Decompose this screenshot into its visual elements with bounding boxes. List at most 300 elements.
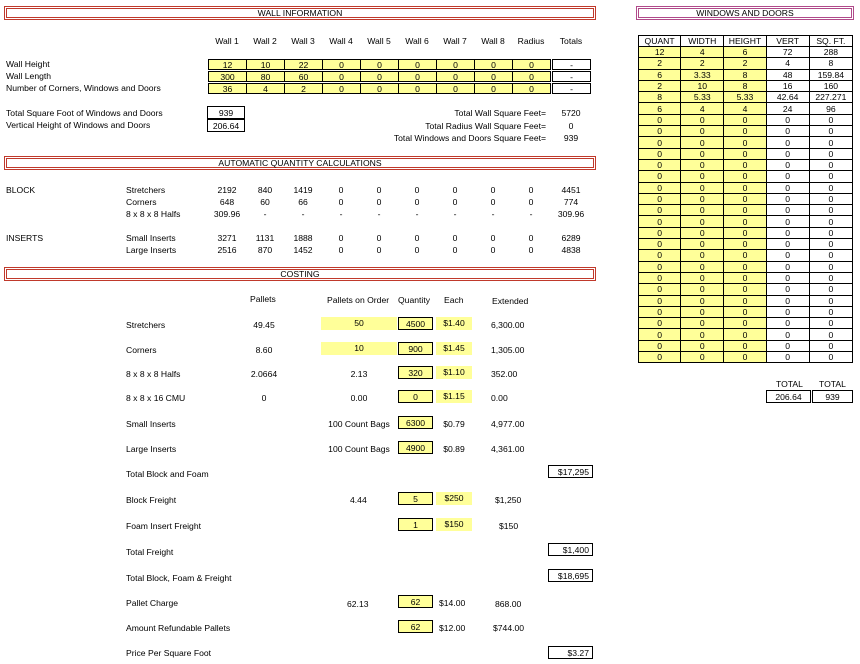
costing-extended: 4,977.00 (491, 419, 525, 429)
wd-cell[interactable]: 12 (639, 47, 681, 58)
wd-row (639, 148, 853, 159)
wall-total-value: 5720 (561, 108, 581, 118)
wall-input-cell[interactable]: 60 (284, 71, 323, 82)
wd-cell: 0 (766, 272, 809, 283)
wd-cell[interactable]: 3.33 (681, 69, 724, 80)
wd-cell[interactable]: 0 (681, 250, 724, 261)
wd-cell[interactable]: 0 (639, 148, 681, 159)
foam-freight-ext: $150 (499, 521, 519, 531)
costing-quantity[interactable]: 4500 (398, 317, 433, 330)
wd-cell[interactable]: 0 (639, 193, 681, 204)
wd-cell[interactable]: 0 (724, 340, 766, 351)
wd-cell[interactable]: 0 (681, 193, 724, 204)
wd-cell: 0 (809, 216, 852, 227)
costing-each: $0.89 (443, 444, 465, 454)
auto-value-cell: 0 (452, 185, 458, 195)
auto-value-cell: - (453, 209, 457, 219)
costing-banner (4, 267, 596, 281)
auto-value-cell: 0 (528, 245, 534, 255)
wd-cell[interactable]: 0 (639, 205, 681, 216)
wall-input-cell[interactable]: 0 (512, 83, 551, 94)
wd-cell[interactable]: 0 (724, 205, 766, 216)
wd-cell[interactable]: 0 (639, 329, 681, 340)
auto-value-cell: 0 (528, 185, 534, 195)
wd-row (639, 261, 853, 272)
wall-input-cell[interactable]: 0 (360, 83, 399, 94)
wd-cell[interactable]: 0 (639, 250, 681, 261)
wd-column-header: WIDTH (681, 36, 724, 47)
wd-row (639, 103, 853, 114)
wd-cell[interactable]: 10 (681, 80, 724, 91)
wall-column-header: Wall 3 (291, 36, 315, 46)
wall-input-cell[interactable]: 0 (398, 83, 437, 94)
wd-cell[interactable]: 0 (639, 306, 681, 317)
wall-input-cell[interactable]: 0 (512, 71, 551, 82)
auto-value-cell: 2516 (217, 245, 237, 255)
costing-header-pallets: Pallets (250, 294, 276, 304)
wall-input-cell[interactable]: 0 (436, 59, 475, 70)
wall-input-cell[interactable]: 80 (246, 71, 285, 82)
foam-freight-qty[interactable]: 1 (398, 518, 433, 531)
costing-header-on-order: Pallets on Order (327, 295, 390, 305)
auto-group-label: BLOCK (6, 185, 36, 195)
costing-each[interactable]: $1.15 (436, 390, 472, 403)
wall-input-cell[interactable]: 0 (512, 59, 551, 70)
wd-cell[interactable]: 0 (681, 114, 724, 125)
wd-row (639, 329, 853, 340)
auto-row-label: 8 x 8 x 8 Halfs (126, 209, 181, 219)
wd-cell: 0 (766, 148, 809, 159)
wd-cell: 96 (809, 103, 852, 114)
wall-input-cell[interactable]: 36 (208, 83, 247, 94)
wd-cell[interactable]: 0 (639, 227, 681, 238)
auto-value-cell: 1131 (255, 233, 275, 243)
wd-cell[interactable]: 4 (681, 103, 724, 114)
wall-column-header: Wall 1 (215, 36, 239, 46)
auto-value-cell: 0 (490, 245, 496, 255)
wd-cell[interactable]: 0 (724, 329, 766, 340)
wd-cell[interactable]: 0 (724, 272, 766, 283)
costing-on-order: 2.13 (350, 369, 368, 379)
wall-total-cell: - (552, 71, 591, 82)
wd-cell: 0 (766, 352, 809, 363)
wall-column-header: Wall 5 (367, 36, 391, 46)
auto-value-cell: 0 (376, 233, 382, 243)
auto-value-cell: 0 (490, 185, 496, 195)
wall-input-cell[interactable]: 0 (322, 59, 361, 70)
wall-input-cell[interactable]: 0 (398, 71, 437, 82)
wd-cell[interactable]: 2 (639, 58, 681, 69)
wd-cell[interactable]: 0 (724, 216, 766, 227)
windows-doors-banner (636, 6, 854, 20)
wall-row-label: Wall Length (6, 71, 52, 81)
wd-cell: 0 (809, 126, 852, 137)
wd-row (639, 171, 853, 182)
wd-cell[interactable]: 8 (724, 80, 766, 91)
costing-row-label: Corners (126, 345, 157, 355)
wd-cell[interactable]: 0 (639, 352, 681, 363)
block-freight-ext: $1,250 (495, 495, 522, 505)
auto-value-cell: 0 (338, 197, 344, 207)
costing-extended: 0.00 (491, 393, 508, 403)
wd-cell: 0 (809, 272, 852, 283)
refund-label: Amount Refundable Pallets (126, 623, 231, 633)
costing-header-quantity: Quantity (398, 295, 431, 305)
sqft-label: Total Square Foot of Windows and Doors (6, 108, 163, 118)
wall-input-cell[interactable]: 2 (284, 83, 323, 94)
wd-cell[interactable]: 0 (639, 159, 681, 170)
wd-cell[interactable]: 0 (724, 295, 766, 306)
wall-total-cell: - (552, 59, 591, 70)
wd-cell[interactable]: 4 (724, 103, 766, 114)
wd-cell[interactable]: 0 (724, 126, 766, 137)
wall-input-cell[interactable]: 10 (246, 59, 285, 70)
auto-calc-banner (4, 156, 596, 170)
costing-pallets: 8.60 (255, 345, 273, 355)
auto-value-cell: 60 (260, 197, 270, 207)
wd-cell[interactable]: 2 (724, 58, 766, 69)
wall-total-cell: - (552, 83, 591, 94)
wd-cell: 0 (766, 182, 809, 193)
wd-cell[interactable]: 0 (681, 239, 724, 250)
costing-quantity[interactable]: 0 (398, 390, 433, 403)
wd-cell[interactable]: 2 (681, 58, 724, 69)
wd-cell[interactable]: 0 (681, 295, 724, 306)
wd-cell: 0 (766, 205, 809, 216)
wd-row (639, 137, 853, 148)
pallet-charge-qty[interactable]: 62 (398, 595, 433, 608)
wd-row (639, 159, 853, 170)
wd-cell[interactable]: 0 (681, 148, 724, 159)
wd-cell[interactable]: 6 (639, 69, 681, 80)
wd-row (639, 284, 853, 295)
wd-row (639, 352, 853, 363)
wd-cell[interactable]: 8 (639, 92, 681, 103)
wd-cell: 0 (809, 182, 852, 193)
auto-value-cell: - (339, 209, 343, 219)
wd-cell[interactable]: 2 (639, 80, 681, 91)
wall-input-cell[interactable]: 4 (246, 83, 285, 94)
wd-cell[interactable]: 0 (724, 227, 766, 238)
wd-cell: 0 (766, 137, 809, 148)
wd-cell[interactable]: 0 (724, 306, 766, 317)
wd-cell[interactable]: 0 (639, 171, 681, 182)
wall-input-cell[interactable]: 0 (474, 71, 513, 82)
costing-row-label: 8 x 8 x 8 Halfs (126, 369, 181, 379)
wall-input-cell[interactable]: 22 (284, 59, 323, 70)
auto-value-cell: - (415, 209, 419, 219)
costing-each[interactable]: $1.40 (436, 317, 472, 330)
wd-cell[interactable]: 0 (639, 114, 681, 125)
auto-total-cell: 309.96 (557, 209, 585, 219)
wd-cell: 0 (766, 126, 809, 137)
wd-cell: 0 (766, 159, 809, 170)
wd-cell: 0 (766, 329, 809, 340)
wd-cell[interactable]: 0 (681, 329, 724, 340)
wd-cell: 0 (766, 171, 809, 182)
costing-row-label: Stretchers (126, 320, 166, 330)
costing-pallets: 49.45 (253, 320, 275, 330)
wd-row (639, 272, 853, 283)
wd-row (639, 295, 853, 306)
wd-cell[interactable]: 0 (639, 272, 681, 283)
wall-column-header: Wall 7 (443, 36, 467, 46)
auto-value-cell: 1452 (293, 245, 313, 255)
wd-cell: 0 (766, 227, 809, 238)
costing-extended: 4,361.00 (491, 444, 525, 454)
wd-cell: 0 (809, 159, 852, 170)
costing-extended: 352.00 (491, 369, 518, 379)
costing-pallets: 2.0664 (250, 369, 278, 379)
wall-info-title: WALL INFORMATION (257, 8, 343, 18)
wall-column-header: Wall 6 (405, 36, 429, 46)
wd-row (639, 239, 853, 250)
auto-value-cell: 0 (452, 197, 458, 207)
costing-on-order[interactable]: 50 (321, 317, 397, 330)
costing-each[interactable]: $1.10 (436, 366, 472, 379)
wd-cell[interactable]: 0 (681, 205, 724, 216)
costing-extended: 6,300.00 (491, 320, 525, 330)
wd-cell[interactable]: 0 (681, 227, 724, 238)
wd-cell: 0 (766, 216, 809, 227)
auto-total-cell: 6289 (561, 233, 581, 243)
wd-cell: 0 (766, 250, 809, 261)
wd-row (639, 227, 853, 238)
costing-on-order[interactable]: 10 (321, 342, 397, 355)
costing-quantity[interactable]: 900 (398, 342, 433, 355)
wd-cell[interactable]: 0 (639, 261, 681, 272)
wd-row (639, 80, 853, 91)
auto-value-cell: 0 (376, 185, 382, 195)
costing-quantity[interactable]: 320 (398, 366, 433, 379)
auto-calc-title: AUTOMATIC QUANTITY CALCULATIONS (218, 158, 382, 168)
wd-row (639, 306, 853, 317)
block-freight-pallets: 4.44 (350, 495, 367, 505)
wd-cell[interactable]: 0 (724, 261, 766, 272)
total-block-foam-label: Total Block and Foam (126, 469, 209, 479)
wd-cell[interactable]: 0 (724, 114, 766, 125)
wd-cell: 0 (809, 318, 852, 329)
refund-ext: $744.00 (493, 623, 525, 633)
wd-row (639, 92, 853, 103)
wall-total-label: Total Wall Square Feet= (454, 108, 546, 118)
auto-value-cell: 870 (257, 245, 273, 255)
wd-cell: 0 (766, 261, 809, 272)
costing-header-extended: Extended (492, 296, 529, 306)
wd-cell[interactable]: 0 (639, 318, 681, 329)
wall-input-cell[interactable]: 0 (474, 83, 513, 94)
wd-cell[interactable]: 0 (681, 171, 724, 182)
wd-total-vert: 206.64 (766, 390, 811, 403)
wd-cell[interactable]: 6 (639, 103, 681, 114)
wd-cell[interactable]: 0 (681, 306, 724, 317)
wd-cell: 227.271 (809, 92, 852, 103)
costing-pallets: 0 (261, 393, 267, 403)
auto-value-cell: 0 (452, 233, 458, 243)
wd-cell[interactable]: 5.33 (681, 92, 724, 103)
wall-total-value: 0 (568, 120, 574, 131)
wd-cell[interactable]: 0 (724, 193, 766, 204)
wd-cell: 0 (809, 171, 852, 182)
wd-cell[interactable]: 0 (681, 261, 724, 272)
block-freight-qty[interactable]: 5 (398, 492, 433, 505)
wd-cell[interactable]: 0 (724, 318, 766, 329)
costing-row-label: Large Inserts (126, 444, 177, 454)
wd-cell: 0 (809, 227, 852, 238)
wall-input-cell[interactable]: 300 (208, 71, 247, 82)
costing-each[interactable]: $1.45 (436, 342, 472, 355)
auto-value-cell: 66 (298, 197, 308, 207)
wd-row (639, 340, 853, 351)
wd-cell[interactable]: 0 (681, 318, 724, 329)
auto-value-cell: - (301, 209, 305, 219)
wd-cell[interactable]: 0 (639, 182, 681, 193)
costing-quantity[interactable]: 4900 (398, 441, 433, 454)
wd-cell[interactable]: 0 (639, 216, 681, 227)
wd-row (639, 216, 853, 227)
wd-cell: 0 (766, 239, 809, 250)
wd-cell[interactable]: 0 (639, 126, 681, 137)
price-sqft-label: Price Per Square Foot (126, 648, 212, 658)
refund-qty[interactable]: 62 (398, 620, 433, 633)
total-block-foam-value: $17,295 (548, 465, 593, 478)
wd-cell[interactable]: 0 (639, 340, 681, 351)
wd-cell[interactable]: 6 (724, 47, 766, 58)
refund-each: $12.00 (439, 623, 466, 633)
wd-cell[interactable]: 0 (724, 182, 766, 193)
wall-input-cell[interactable]: 0 (474, 59, 513, 70)
wd-cell[interactable]: 0 (681, 352, 724, 363)
wd-cell: 0 (809, 329, 852, 340)
auto-value-cell: 1419 (293, 185, 313, 195)
wd-cell: 0 (809, 114, 852, 125)
auto-value-cell: 648 (219, 197, 235, 207)
wd-cell[interactable]: 0 (724, 171, 766, 182)
wd-cell[interactable]: 0 (681, 272, 724, 283)
sqft-value[interactable]: 939 (207, 106, 245, 119)
wd-cell: 0 (809, 284, 852, 295)
auto-value-cell: 0 (414, 245, 420, 255)
wd-cell[interactable]: 0 (639, 284, 681, 295)
wall-input-cell[interactable]: 0 (436, 71, 475, 82)
wd-column-header: QUANT (639, 36, 681, 47)
wall-input-cell[interactable]: 12 (208, 59, 247, 70)
wd-cell: 4 (766, 58, 809, 69)
wd-cell[interactable]: 0 (724, 250, 766, 261)
wd-cell[interactable]: 0 (724, 239, 766, 250)
wd-cell[interactable]: 0 (681, 137, 724, 148)
total-freight-value: $1,400 (548, 543, 593, 556)
wd-cell: 288 (809, 47, 852, 58)
auto-row-label: Corners (126, 197, 157, 207)
wd-cell[interactable]: 0 (681, 159, 724, 170)
total-all-label: Total Block, Foam & Freight (126, 573, 232, 583)
wd-cell: 0 (809, 340, 852, 351)
auto-total-cell: 774 (563, 197, 579, 207)
wd-cell[interactable]: 4 (681, 47, 724, 58)
block-freight-label: Block Freight (126, 495, 177, 505)
wd-cell[interactable]: 0 (724, 137, 766, 148)
auto-total-cell: 4838 (561, 245, 581, 255)
wd-cell: 8 (809, 58, 852, 69)
costing-row-label: Small Inserts (126, 419, 176, 429)
costing-quantity[interactable]: 6300 (398, 416, 433, 429)
foam-freight-each[interactable]: $150 (436, 518, 472, 531)
auto-value-cell: 0 (338, 233, 344, 243)
block-freight-each[interactable]: $250 (436, 492, 472, 505)
costing-each: $0.79 (443, 419, 465, 429)
wall-row-label: Number of Corners, Windows and Doors (6, 83, 161, 93)
costing-header-each: Each (444, 295, 464, 305)
wd-cell[interactable]: 0 (681, 126, 724, 137)
wd-cell[interactable]: 5.33 (724, 92, 766, 103)
wall-row-label: Wall Height (6, 59, 50, 69)
wall-input-cell[interactable]: 0 (398, 59, 437, 70)
wall-input-cell[interactable]: 0 (436, 83, 475, 94)
total-all-value: $18,695 (548, 569, 593, 582)
wall-input-cell[interactable]: 0 (322, 71, 361, 82)
costing-row-label: 8 x 8 x 16 CMU (126, 393, 186, 403)
wall-input-cell[interactable]: 0 (360, 71, 399, 82)
pallet-charge-each: $14.00 (439, 598, 466, 608)
wd-cell: 16 (766, 80, 809, 91)
wd-cell: 0 (809, 250, 852, 261)
wall-input-cell[interactable]: 0 (360, 59, 399, 70)
foam-freight-label: Foam Insert Freight (126, 521, 201, 531)
wd-cell[interactable]: 8 (724, 69, 766, 80)
auto-value-cell: - (263, 209, 267, 219)
auto-value-cell: 840 (257, 185, 273, 195)
wd-cell[interactable]: 0 (724, 159, 766, 170)
wall-total-label: Total Radius Wall Square Feet= (425, 120, 546, 131)
wd-cell: 0 (766, 318, 809, 329)
auto-value-cell: - (491, 209, 495, 219)
wd-total-sqft: 939 (812, 390, 853, 403)
wall-input-cell[interactable]: 0 (322, 83, 361, 94)
auto-value-cell: - (377, 209, 381, 219)
vert-value[interactable]: 206.64 (207, 119, 245, 132)
wall-info-banner (4, 6, 596, 20)
auto-group-label: INSERTS (6, 233, 44, 243)
wd-cell[interactable]: 0 (639, 239, 681, 250)
windows-doors-table (638, 35, 853, 363)
wd-cell[interactable]: 0 (681, 182, 724, 193)
wd-row (639, 69, 853, 80)
wd-cell: 0 (766, 340, 809, 351)
wd-total-label-sqft: TOTAL (819, 379, 846, 389)
wd-cell: 0 (766, 284, 809, 295)
auto-value-cell: 3271 (217, 233, 237, 243)
costing-extended: 1,305.00 (491, 345, 525, 355)
price-sqft-value: $3.27 (548, 646, 593, 659)
wd-cell[interactable]: 0 (681, 216, 724, 227)
wd-cell[interactable]: 0 (639, 137, 681, 148)
auto-value-cell: 1888 (293, 233, 313, 243)
wall-total-label: Total Windows and Doors Square Feet= (393, 133, 546, 143)
wd-column-header: HEIGHT (724, 36, 766, 47)
wd-cell[interactable]: 0 (681, 340, 724, 351)
wd-cell[interactable]: 0 (639, 295, 681, 306)
wd-cell: 0 (809, 306, 852, 317)
wd-cell: 0 (809, 205, 852, 216)
wd-total-label-vert: TOTAL (776, 379, 803, 389)
wd-cell[interactable]: 0 (724, 284, 766, 295)
wd-cell[interactable]: 0 (724, 148, 766, 159)
wd-cell[interactable]: 0 (724, 352, 766, 363)
auto-value-cell: 0 (490, 197, 496, 207)
wd-row (639, 58, 853, 69)
wd-cell[interactable]: 0 (681, 284, 724, 295)
